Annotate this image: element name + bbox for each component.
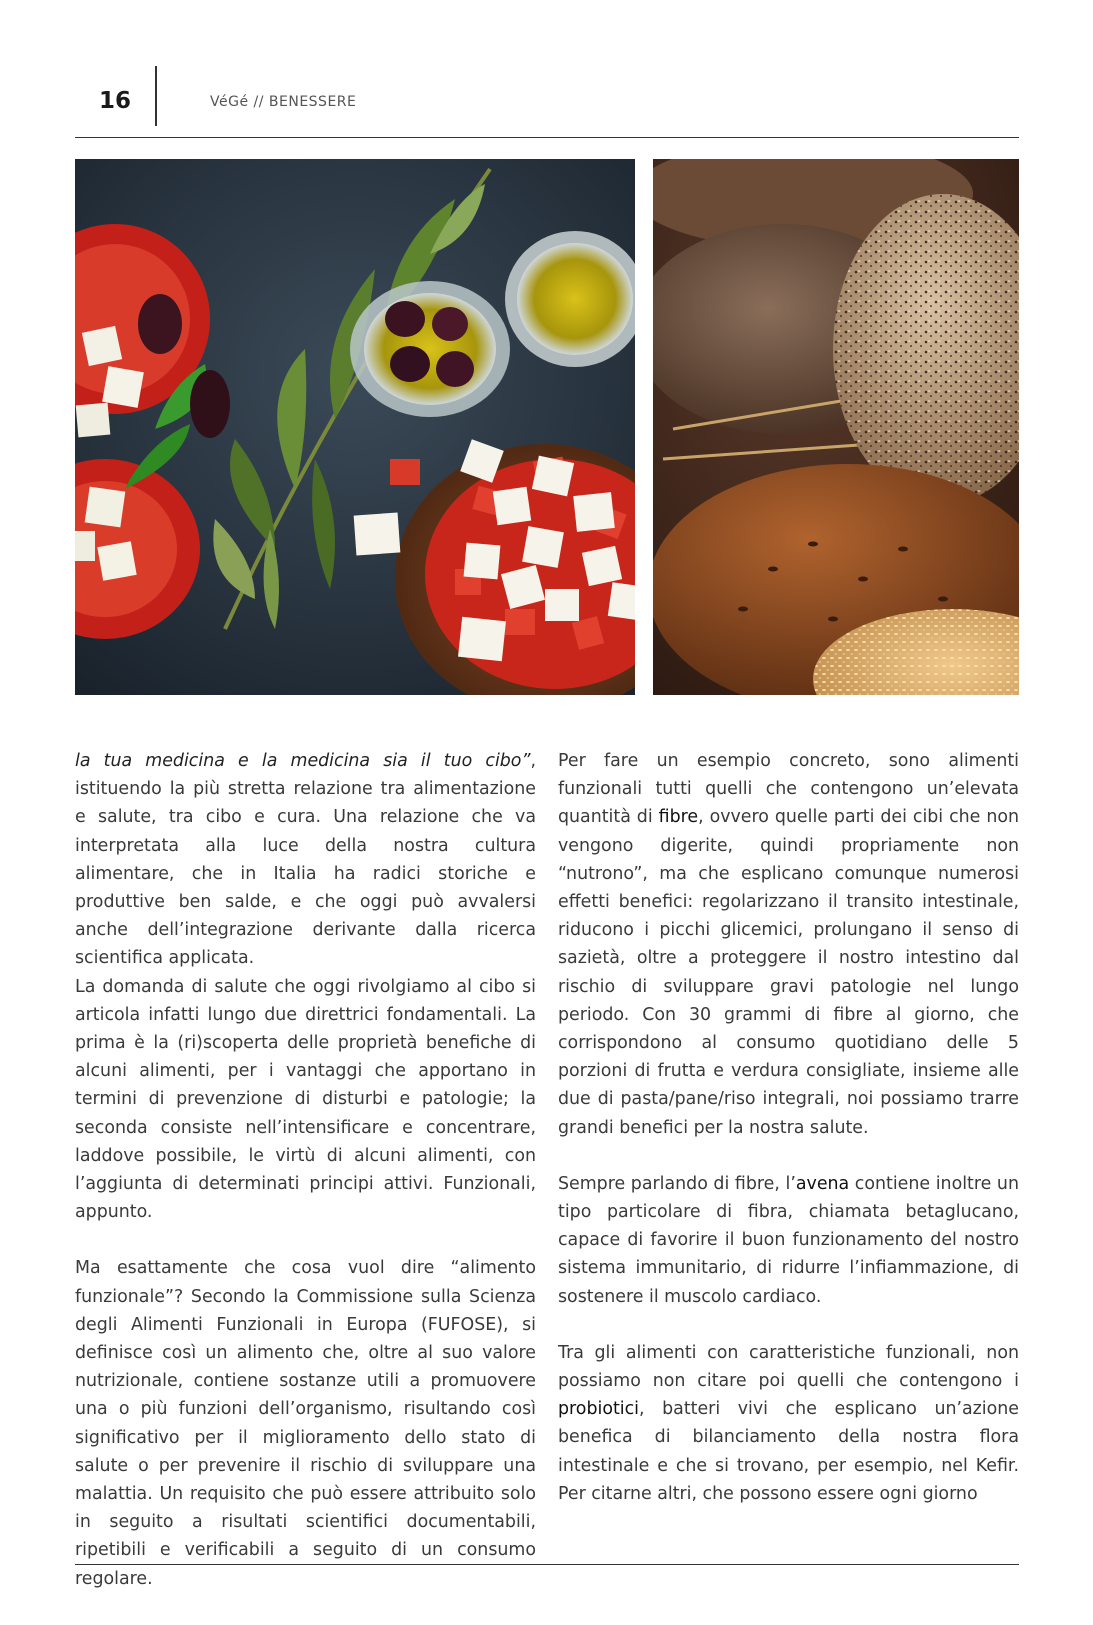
page-header [75,62,1019,137]
keyword-fibre: fibre [658,807,699,828]
bruschetta-photo [75,159,635,695]
header-divider [155,66,157,126]
paragraph: Tra gli alimenti con caratteristiche funzionali, non possiamo non citare poi quelli che contengono i probiotici, batteri vivi che esplicano un’azione benefica di bilanciamento della nostra flora intestinale e che si trovano, per esempio, nel Kefir. Per citarne altri, che possono essere ogni giorno [558,1342,1019,1504]
paragraph: Sempre parlando di fibre, l’avena contiene inoltre un tipo particolare di fibra, chiamata betaglucano, capace di favorire il buon funzionamento del nostro sistema immunitario, di ridurre l’infiammazione, di sostenere il muscolo cardiaco. [558,1173,1019,1307]
paragraph: la tua medicina e la medicina sia il tuo cibo”, istituendo la più stretta relazione tra alimentazione e salute, tra cibo e cura. Una relazione che va interpretata alla luce della nostra cultura alimentare, che in Italia ha radici storiche e produttive ben salde, e che oggi può avvalersi anche dell’integrazione derivante dalla ricerca scientifica applicata. [75,751,536,969]
footer-rule [75,1564,1019,1565]
paragraph: La domanda di salute che oggi rivolgiamo al cibo si articola infatti lungo due direttrici fondamentali. La prima è la (ri)scoperta delle proprietà benefiche di alcuni alimenti, per i vantaggi che apportano in termini di prevenzione di disturbi e patologie; la seconda consiste nell’intensificare e concentrare, laddove possibile, le virtù di alcuni alimenti, con l’aggiunta di determinati principi attivi. Funzionali, appunto. [75,976,536,1223]
quote-italic: la tua medicina e la medicina sia il tuo cibo” [75,751,531,771]
keyword-probiotici: probiotici [558,1399,640,1420]
page-number: 16 [99,88,132,114]
section-label: VéGé // BENESSERE [210,94,357,110]
paragraph: Per fare un esempio concreto, sono alimenti funzionali tutti quelli che contengono un’elevata quantità di fibre, ovvero quelle parti dei cibi che non vengono digerite, quindi propriamente non “nutrono”, ma che esplicano comunque numerosi effetti benefici: regolarizzano il transito intestinale, riducono i picchi glicemici, prolungano il senso di sazietà, oltre a proteggere il nostro intestino dal rischio di sviluppare gravi patologie nel lungo periodo. Con 30 grammi di fibre al giorno, che corrispondono al consumo quotidiano delle 5 porzioni di frutta e verdura consigliate, insieme alle due di pasta/pane/riso integrali, noi possiamo trarre grandi benefici per la nostra salute. [558,751,1019,1138]
header-rule [75,137,1019,138]
breads-photo [653,159,1019,695]
right-text-column [558,747,1019,1508]
paragraph: Ma esattamente che cosa vuol dire “alimento funzionale”? Secondo la Commissione sulla Scienza degli Alimenti Funzionali in Europa (FUFOSE), si definisce così un alimento che, oltre al suo valore nutrizionale, contiene sostanze utili a promuovere una o più funzioni dell’organismo, risultando così significativo per il miglioramento dello stato di salute o per prevenire il rischio di sviluppare una malattia. Un requisito che può essere attribuito solo in seguito a risultati scientifici documentabili, ripetibili e verificabili a seguito di un consumo regolare. [75,1258,536,1589]
keyword-avena: avena [795,1173,850,1194]
left-text-column [75,747,536,1593]
